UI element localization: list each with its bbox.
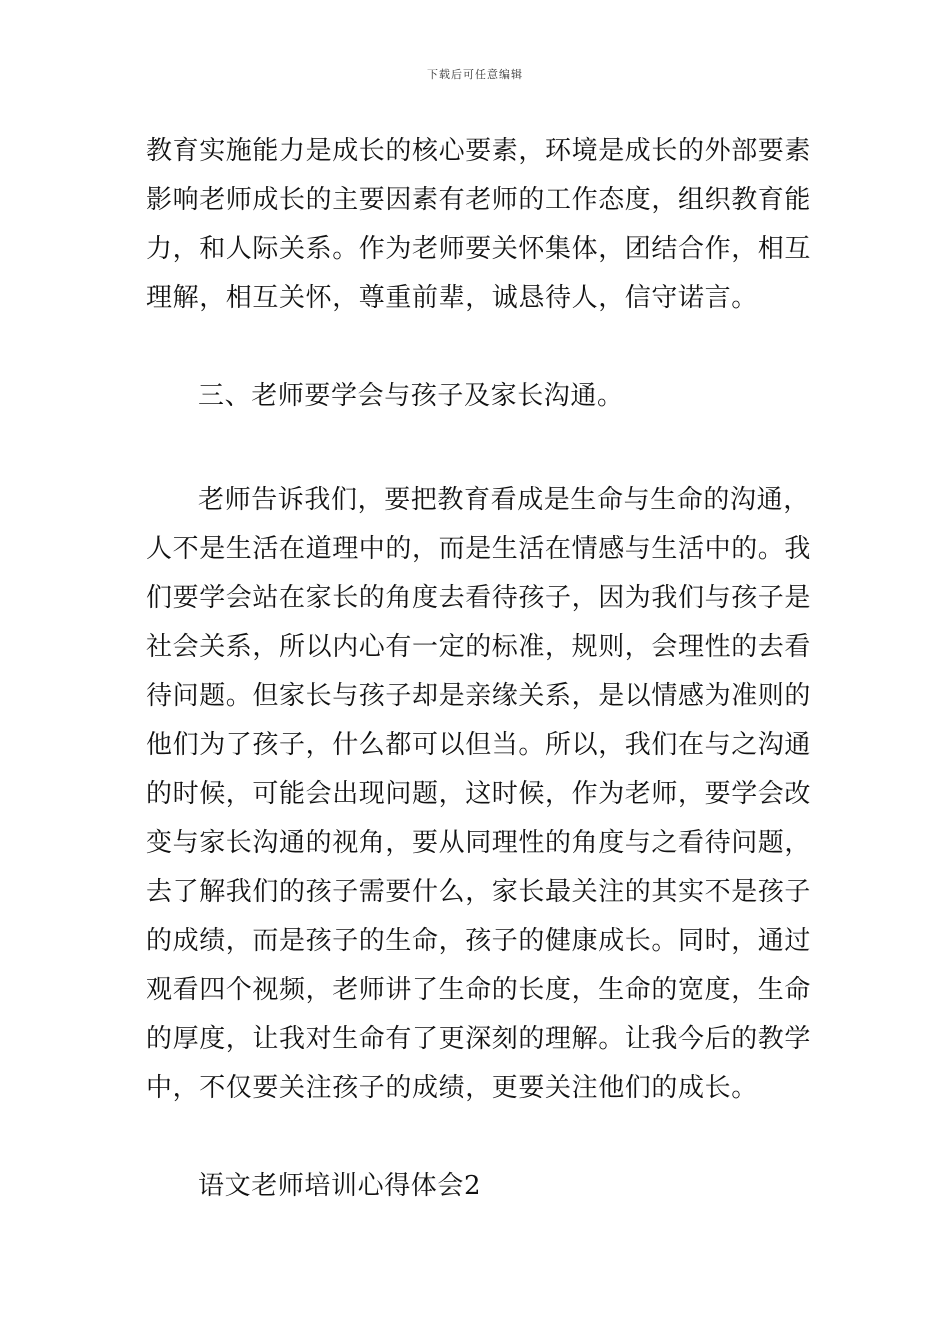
section-heading: 三、老师要学会与孩子及家长沟通。 <box>198 381 624 411</box>
paragraph-line: 社会关系，所以内心有一定的标准，规则，会理性的去看 <box>146 632 812 662</box>
paragraph-line: 的成绩，而是孩子的生命，孩子的健康成长。同时，通过 <box>146 926 812 956</box>
paragraph-line: 他们为了孩子，什么都可以但当。所以，我们在与之沟通 <box>146 730 812 760</box>
paragraph-line: 们要学会站在家长的角度去看待孩子，因为我们与孩子是 <box>146 583 812 613</box>
paragraph-line: 影响老师成长的主要因素有老师的工作态度，组织教育能 <box>146 185 812 215</box>
paragraph-line: 观看四个视频，老师讲了生命的长度，生命的宽度，生命 <box>146 975 812 1005</box>
paragraph-line: 力，和人际关系。作为老师要关怀集体，团结合作，相互 <box>146 234 812 264</box>
next-section-title: 语文老师培训心得体会2 <box>198 1171 482 1201</box>
paragraph-line: 老师告诉我们，要把教育看成是生命与生命的沟通， <box>198 485 810 515</box>
paragraph-line: 中，不仅要关注孩子的成绩，更要关注他们的成长。 <box>146 1073 758 1103</box>
paragraph-line: 的厚度，让我对生命有了更深刻的理解。让我今后的教学 <box>146 1024 812 1054</box>
page-header-note: 下载后可任意编辑 <box>427 68 523 81</box>
paragraph-line: 教育实施能力是成长的核心要素，环境是成长的外部要素 <box>146 136 812 166</box>
paragraph-line: 理解，相互关怀，尊重前辈，诚恳待人，信守诺言。 <box>146 283 758 313</box>
paragraph-line: 待问题。但家长与孩子却是亲缘关系，是以情感为准则的 <box>146 681 812 711</box>
paragraph-line: 人不是生活在道理中的，而是生活在情感与生活中的。我 <box>146 534 812 564</box>
paragraph-line: 变与家长沟通的视角，要从同理性的角度与之看待问题， <box>146 828 812 858</box>
paragraph-line: 的时候，可能会出现问题，这时候，作为老师，要学会改 <box>146 779 812 809</box>
paragraph-line: 去了解我们的孩子需要什么，家长最关注的其实不是孩子 <box>146 877 812 907</box>
